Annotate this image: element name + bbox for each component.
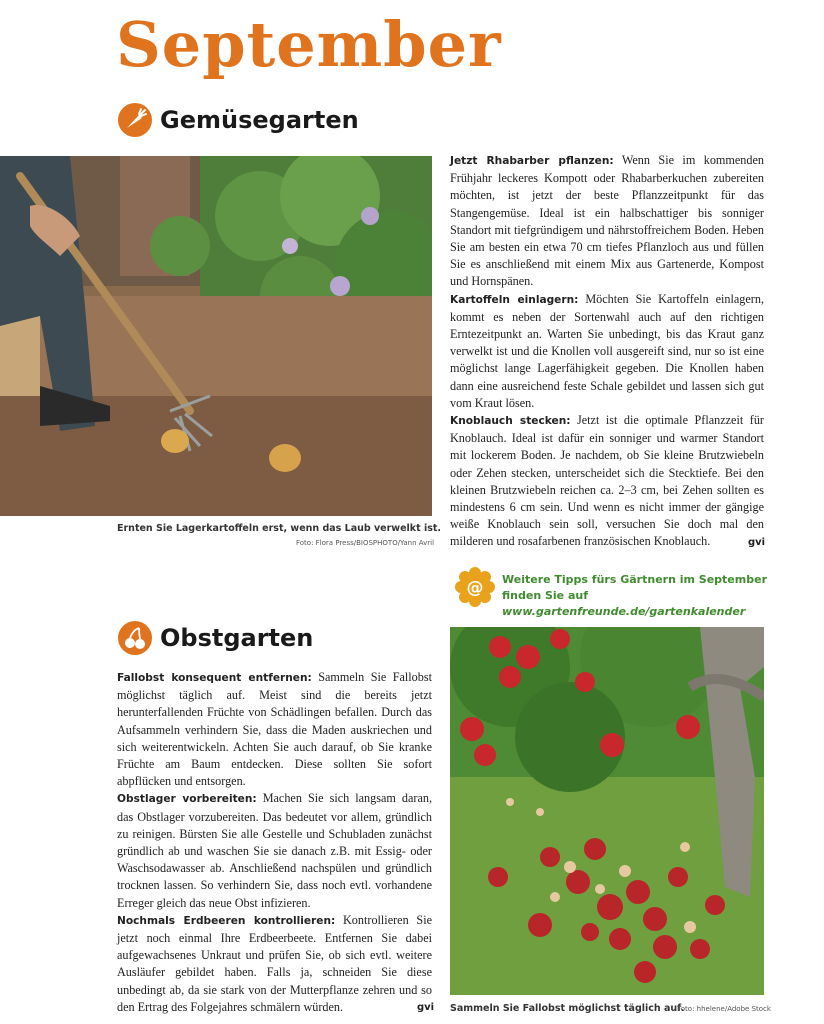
- tip-keyword: Kartoffeln einlagern:: [450, 293, 579, 306]
- at-sign-flower-icon: [455, 567, 495, 607]
- tip-text: Machen Sie sich langsam daran, das Obstlager vorzubereiten. Das bedeutet vor allem, gründlich zu reinigen. Bürsten Sie alle Gestelle und Schubladen zunächst gründlich ab und waschen Sie sie danach z.B. mit Essig- oder Waschsodawasser ab. Anschließend nachspülen und gründlich trocknen lassen. So verhindern Sie, dass noch evtl. vorhandene Erreger gleich das neue Obst infizieren.: [117, 791, 432, 910]
- tip-keyword: Knoblauch stecken:: [450, 415, 571, 428]
- photo-credit-fruit: Foto: hhelene/Adobe Stock: [677, 1005, 771, 1013]
- tip-paragraph: [450, 412, 764, 551]
- tip-keyword: Jetzt Rhabarber pflanzen:: [450, 155, 614, 167]
- vegetable-text-column: [450, 152, 764, 551]
- carrot-icon: [118, 103, 152, 137]
- photo-caption-fruit: Sammeln Sie Fallobst möglichst täglich auf.: [450, 1003, 685, 1014]
- tip-paragraph: [117, 912, 435, 1016]
- web-tip-line2: [502, 588, 824, 620]
- tip-keyword: Fallobst konsequent entfernen:: [117, 672, 312, 684]
- section-heading-vegetables: Gemüsegarten: [160, 106, 359, 134]
- cherries-icon: [118, 621, 152, 655]
- web-tip: [502, 572, 824, 620]
- tip-text: Wenn Sie im kommenden Frühjahr leckeres Kompott oder Rhabarberkuchen zubereiten möchten, ist jetzt der beste Pflanzzeitpunkt für das Stangengemüse. Ideal ist ein halbschattiger bis sonniger Standort mit tiefgründigem und nährstoffreichem Boden. Heben Sie am besten ein etwa 70 cm tiefes Pflanzloch aus und füllen Sie es anschließend mit einem Mix aus Gartenerde, Kompost und Hornspänen.: [450, 153, 764, 289]
- author-signature-vegetables: gvi: [748, 537, 766, 548]
- tip-text: Möchten Sie Kartoffeln einlagern, kommt es neben der Sortenwahl auch auf den richtigen Erntezeitpunkt an. Warten Sie unbedingt, bis das Kraut ganz verwelkt ist und die Knollen voll ausgereift sind, nur so ist eine möglichst lange Lagerfähigkeit gegeben. Die Knollen haben dann eine ausreichend feste Schale gebildet und lassen sich gut vom Kraut lösen.: [450, 291, 764, 410]
- author-signature-fruit: gvi: [417, 1002, 435, 1013]
- photo-caption-vegetables: Ernten Sie Lagerkartoffeln erst, wenn das Laub verwelkt ist.: [117, 523, 442, 534]
- svg-text:@: @: [466, 578, 484, 598]
- web-tip-line: Weitere Tipps fürs Gärtnern im September: [502, 573, 767, 586]
- tip-paragraph: [117, 669, 432, 790]
- tip-keyword: Obstlager vorbereiten:: [117, 793, 257, 806]
- section-heading-fruit: Obstgarten: [160, 624, 314, 652]
- tip-paragraph: [117, 790, 432, 911]
- page-title: September: [116, 8, 502, 81]
- tip-text: Kontrollieren Sie jetzt noch einmal Ihre Erdbeerbeete. Entfernen Sie dabei aufgewachsenes Unkraut und prüfen Sie, ob sich evtl. weitere Ausläufer gebildet haben. Falls ja, schneiden Sie diese unbedingt ab, da sie stark von der Mutterpflanze zehren und so den Ertrag des Folgejahres schmälern würden.: [117, 912, 432, 1014]
- tip-text: Sammeln Sie Fallobst möglichst täglich auf. Meist sind die bereits jetzt herunterfallenden Früchte von Schädlingen befallen. Durch das Aufsammeln verhindern Sie, dass die Maden auskriechen und sich weiterentwickeln. Achten Sie auch darauf, ob Sie kranke Früchte am Baum entdecken. Diese sollten Sie sofort abpflücken und entsorgen.: [117, 670, 432, 789]
- photo-credit-vegetables: Foto: Flora Press/BIOSPHOTO/Yann Avril: [296, 539, 435, 547]
- tip-text: Jetzt ist die optimale Pflanzzeit für Knoblauch. Ideal ist dafür ein sonniger und warmer Standort mit lockerem Boden. Je nachdem, ob Sie kleine Brutzwiebeln oder Zehen stecken, unterscheidet sich die Stecktiefe. Bei den kleinen Brutzwiebeln reichen ca. 2–3 cm, bei Zehen sollten es mindestens 6 cm sein. Und wenn es nicht immer der gängige weiße Knoblauch sein soll, versuchen Sie doch mal den milderen und rosafarbenen französischen Knoblauch.: [450, 413, 764, 549]
- garden-calendar-link[interactable]: www.gartenfreunde.de/gartenkalender: [502, 605, 746, 618]
- fruit-text-column: [117, 669, 435, 1016]
- tip-keyword: Nochmals Erdbeeren kontrollieren:: [117, 914, 336, 927]
- potato-harvest-photo: [0, 156, 432, 516]
- tip-paragraph: [450, 152, 764, 291]
- web-tip-prefix: finden Sie auf: [502, 589, 589, 602]
- tip-paragraph: [450, 291, 764, 412]
- fallen-apples-photo: [450, 627, 764, 995]
